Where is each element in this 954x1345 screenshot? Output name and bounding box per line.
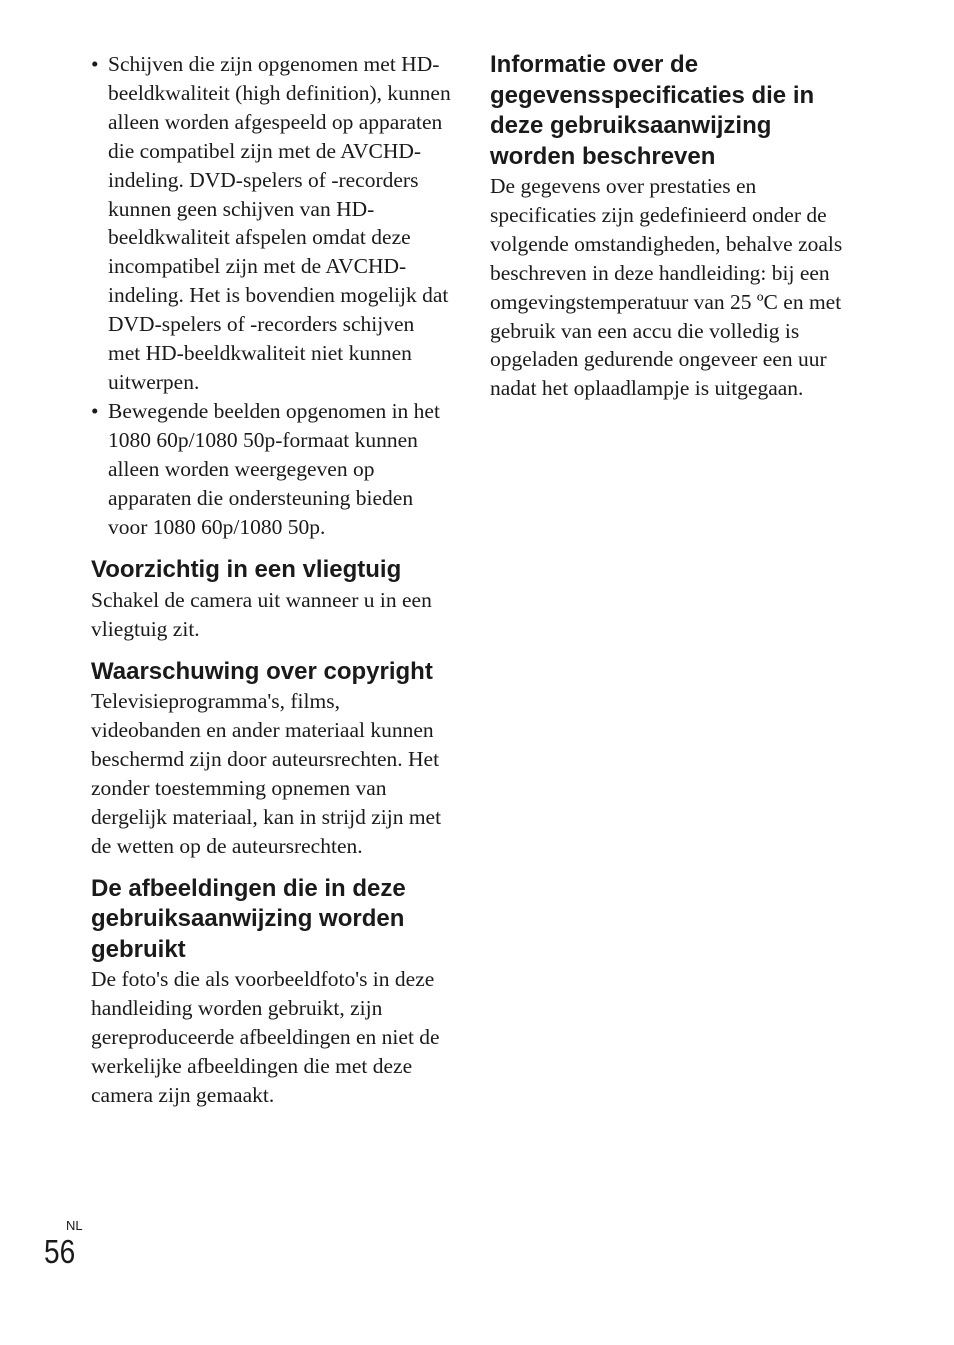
bullet-marker: •: [91, 398, 99, 423]
section-images: [91, 874, 451, 1110]
bullet-text: Bewegende beelden opgenomen in het 1080 60p/1080 50p-formaat kunnen alleen worden weergegeven op apparaten die ondersteuning bieden voor 1080 60p/1080 50p.: [108, 398, 440, 539]
section-body: Televisieprogramma's, films, videobanden en ander materiaal kunnen beschermd zijn door auteursrechten. Het zonder toestemming opnemen van dergelijk materiaal, kan in strijd zijn met de wetten op de auteursrechten.: [91, 689, 442, 858]
list-item: [91, 397, 451, 542]
page-number: 56: [44, 1233, 76, 1270]
left-column: [91, 50, 451, 1110]
section-copyright: [91, 657, 451, 861]
section-specifications: [490, 50, 850, 403]
bullet-list: [91, 50, 451, 541]
right-column: [490, 50, 850, 403]
section-heading: Informatie over de gegevensspecificaties die in deze gebruiksaanwijzing worden beschreven: [490, 51, 815, 170]
section-heading: Waarschuwing over copyright: [91, 657, 433, 685]
section-body: De foto's die als voorbeeldfoto's in deze handleiding worden gebruikt, zijn gereproduceerde afbeeldingen en niet de werkelijke afbeeldingen die met deze camera zijn gemaakt.: [91, 967, 440, 1107]
list-item: [91, 50, 451, 397]
section-heading: De afbeeldingen die in deze gebruiksaanwijzing worden gebruikt: [91, 874, 406, 963]
bullet-marker: •: [91, 52, 99, 76]
language-code: NL: [66, 1218, 83, 1233]
section-body: De gegevens over prestaties en specificaties zijn gedefinieerd onder de volgende omstandigheden, behalve zoals beschreven in deze handleiding: bij een omgevingstemperatuur van 25 ºC en met gebruik van een accu die volledig is opgeladen gedurende ongeveer een uur nadat het oplaadlampje is uitgegaan.: [490, 174, 843, 401]
section-heading: Voorzichtig in een vliegtuig: [91, 556, 402, 584]
section-body: Schakel de camera uit wanneer u in een vliegtuig zit.: [91, 587, 432, 641]
bullet-text: Schijven die zijn opgenomen met HD-beeldkwaliteit (high definition), kunnen alleen worden afgespeeld op apparaten die compatibel zijn met de AVCHD-indeling. DVD-spelers of -recorders kunnen geen schijven van HD-beeldkwaliteit afspelen omdat deze incompatibel zijn met de AVCHD-indeling. Het is bovendien mogelijk dat DVD-spelers of -recorders schijven met HD-beeldkwaliteit niet kunnen uitwerpen.: [108, 52, 451, 394]
section-airplane: [91, 555, 451, 643]
